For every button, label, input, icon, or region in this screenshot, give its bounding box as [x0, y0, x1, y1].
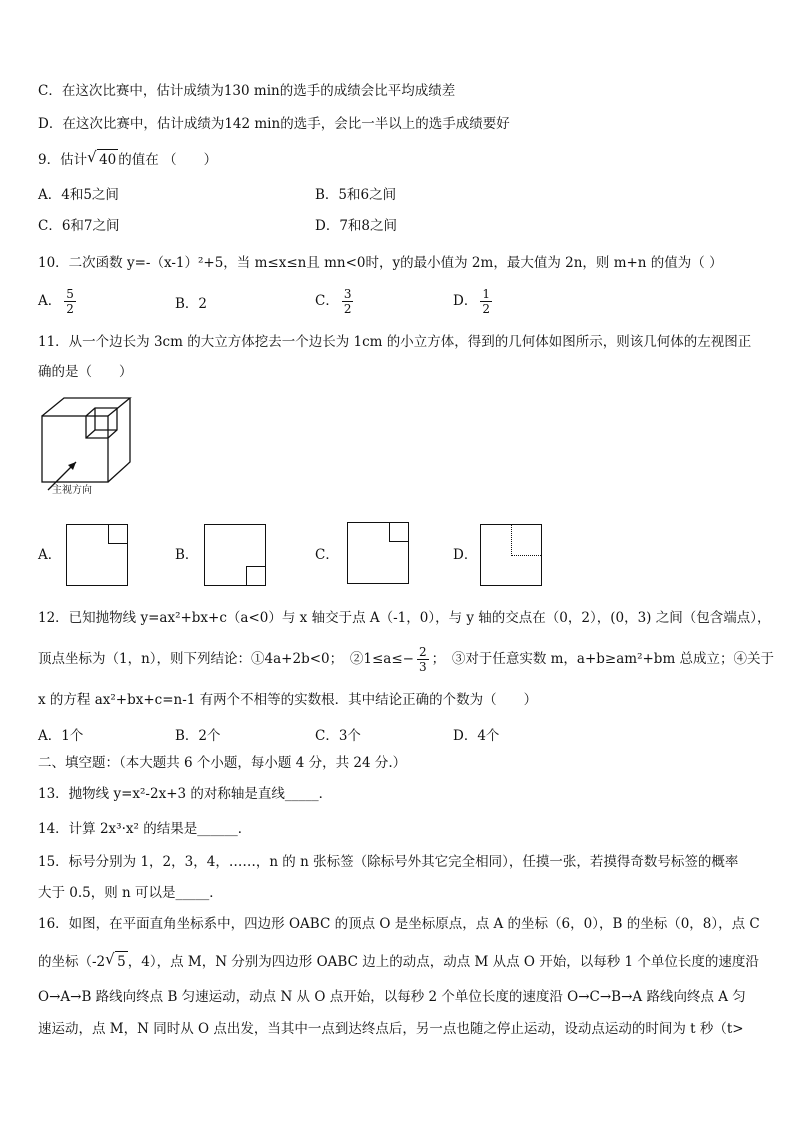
corner-square: [246, 566, 265, 585]
q10d-label: D．: [453, 293, 478, 309]
q11-option-c-label: C．: [315, 547, 339, 563]
q10-option-d: [453, 287, 495, 316]
q10c-label: C．: [315, 293, 339, 309]
q16b-prefix: 的坐标（-2: [38, 954, 106, 970]
q12-option-b: B．2个: [175, 728, 221, 744]
question-16-line4: 速运动，点 M，N 同时从 O 点出发，当其中一点到达终点后，另一点也随之停止运动，设动点运动的时间为 t 秒（t>: [38, 1021, 744, 1037]
q10a-label: A．: [38, 293, 62, 309]
q10a-fraction: [64, 287, 76, 316]
q12b-num: 2: [418, 645, 427, 659]
section-2-heading: 二、填空题：（本大题共 6 个小题，每小题 4 分，共 24 分.）: [38, 755, 407, 771]
question-12-line1: 12．已知抛物线 y=ax²+bx+c（a<0）与 x 轴交于点 A（-1，0），与 y 轴的交点在（0，2），(0，3) 之间（包含端点），: [38, 610, 771, 626]
option-d-text: D．在这次比赛中，估计成绩为142 min的选手，会比一半以上的选手成绩要好: [38, 116, 510, 132]
question-12-line3: x 的方程 ax²+bx+c=n-1 有两个不相等的实数根．其中结论正确的个数为（ ）: [38, 692, 538, 708]
q9-option-c: C．6和7之间: [38, 218, 120, 234]
question-14: 14．计算 2x³·x² 的结果是______．: [38, 821, 252, 837]
question-13: 13．抛物线 y=x²-2x+3 的对称轴是直线_____．: [38, 786, 333, 802]
q10a-den: 2: [66, 302, 74, 316]
q9-suffix: 的值在 （ ）: [118, 152, 218, 168]
q10a-num: 5: [66, 287, 74, 301]
q12-option-d: D．4个: [453, 728, 500, 744]
q10c-fraction: [342, 287, 354, 316]
q10c-num: 3: [343, 287, 352, 301]
question-10: 10．二次函数 y=-（x-1）²+5，当 m≤x≤n且 mn<0时，y的最小值为 2m，最大值为 2n，则 m+n 的值为（ ）: [38, 255, 723, 271]
q9-option-a: A．4和5之间: [38, 187, 119, 203]
q11-option-b-label: B．: [175, 547, 199, 563]
question-9: [38, 149, 217, 170]
question-11-line2: 确的是（ ）: [38, 364, 133, 380]
q12-option-a: A．1个: [38, 728, 84, 744]
q16b-suffix: ，4），点 M，N 分别为四边形 OABC 边上的动点，动点 M 从点 O 开始，以每秒 1 个单位长度的速度沿: [127, 954, 759, 970]
view-direction-label: 主视方向: [52, 485, 92, 496]
q12-option-c: C．3个: [315, 728, 361, 744]
q11-option-c-figure: [347, 522, 409, 584]
q12b-den: 3: [418, 660, 427, 674]
question-16-line1: 16．如图，在平面直角坐标系中，四边形 OABC 的顶点 O 是坐标原点，点 A 的坐标（6，0），B 的坐标（0，8），点 C: [38, 916, 760, 932]
q12b-fraction: [417, 645, 429, 674]
q10d-den: 2: [482, 302, 490, 316]
q10c-den: 2: [343, 302, 352, 316]
corner-square: [108, 525, 127, 544]
q10d-num: 1: [482, 287, 490, 301]
q9-option-b: B．5和6之间: [315, 187, 397, 203]
corner-square: [389, 523, 408, 542]
q11-option-a-figure: [66, 524, 128, 586]
q11-option-a-label: A．: [38, 547, 62, 563]
q11-option-d-label: D．: [453, 547, 478, 563]
q12b-suffix: ； ③对于任意实数 m，a+b≥am²+bm 总成立；④关于: [431, 651, 775, 667]
question-16-line3: O→A→B 路线向终点 B 匀速运动，动点 N 从 O 点开始，以每秒 2 个单位长度的速度沿 O→C→B→A 路线向终点 A 匀: [38, 989, 746, 1005]
q11-option-b-figure: [204, 524, 266, 586]
q16b-radical: √ 5: [115, 951, 128, 972]
q12b-prefix: 顶点坐标为（1，n），则下列结论：①4a+2b<0； ②1≤a≤−: [38, 651, 414, 667]
question-15-line1: 15．标号分别为 1，2，3，4，……，n 的 n 张标签（除标号外其它完全相同），任摸一张，若摸得奇数号标签的概率: [38, 854, 739, 870]
question-16-line2: [38, 951, 759, 972]
question-12-line2: [38, 645, 774, 674]
q9-prefix: 9．估计: [38, 152, 88, 168]
q10d-fraction: [480, 287, 492, 316]
q10-option-b: B．2: [175, 296, 208, 312]
question-11-line1: 11．从一个边长为 3cm 的大立方体挖去一个边长为 1cm 的小立方体，得到的几何体如图所示，则该几何体的左视图正: [38, 334, 752, 350]
option-c-text: C．在这次比赛中，估计成绩为130 min的选手的成绩会比平均成绩差: [38, 83, 456, 99]
q10-option-c: [315, 287, 356, 316]
q9-option-d: D．7和8之间: [315, 218, 398, 234]
q11-option-d-figure: [480, 524, 542, 586]
q10-option-a: [38, 287, 79, 316]
hidden-edge-square: [511, 525, 541, 556]
question-15-line2: 大于 0.5，则 n 可以是_____．: [38, 885, 223, 901]
q9-radical: √ 40: [97, 149, 118, 170]
